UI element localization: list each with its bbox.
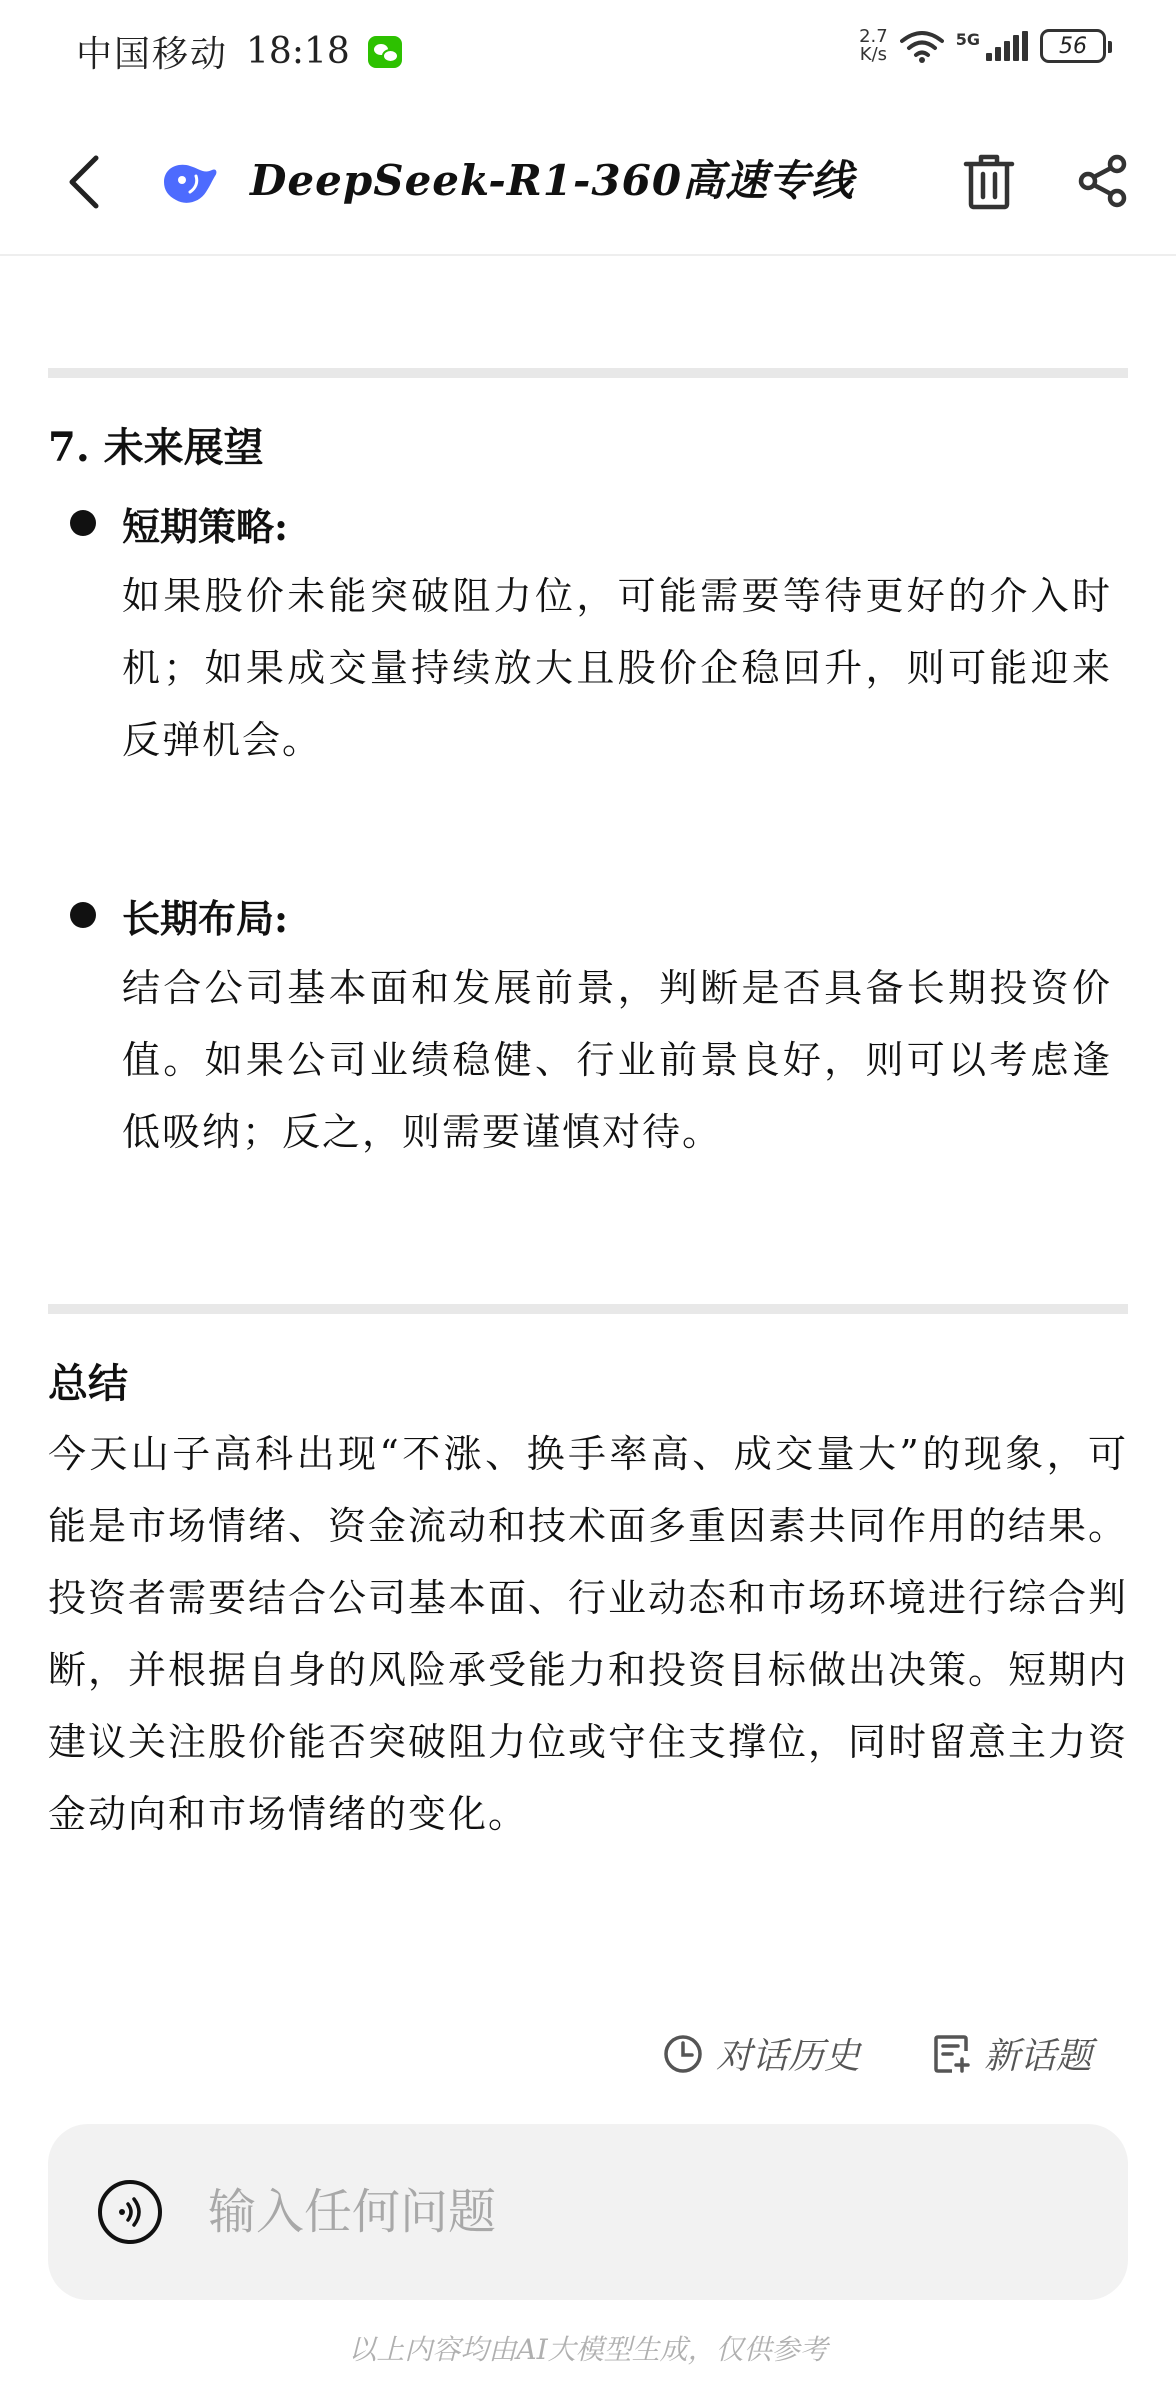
network-speed [859, 28, 888, 64]
section-divider [48, 1304, 1128, 1314]
network-speed-unit: K/s [859, 44, 888, 65]
app-header [0, 110, 1176, 256]
page-title: DeepSeek-R1-360高速专线 [250, 156, 855, 205]
back-button[interactable] [52, 146, 116, 218]
bullet-title-colon: : [274, 896, 289, 941]
delete-button[interactable] [956, 146, 1022, 216]
new-note-icon [932, 2033, 972, 2075]
status-bar [0, 0, 1176, 100]
trash-icon [962, 152, 1016, 210]
network-type: 5G [955, 29, 980, 49]
back-arrow-icon [64, 152, 104, 212]
carrier-name: 中国移动 [76, 34, 229, 75]
bullet-body: 结合公司基本面和发展前景，判断是否具备长期投资价值。如果公司业绩稳健、行业前景良好，则可以考虑逢低吸纳；反之，则需要谨慎对待。 [122, 966, 1112, 1154]
history-label: 对话历史 [716, 2036, 861, 2077]
summary-body: 今天山子高科出现“不涨、换手率高、成交量大”的现象，可能是市场情绪、资金流动和技术面多重因素共同作用的结果。投资者需要结合公司基本面、行业动态和市场环境进行综合判断，并根据自身的风险承受能力和投资目标做出决策。短期内建议关注股价能否突破阻力位或守住支撑位，同时留意主力资金动向和市场情绪的变化。 [48, 1432, 1129, 1836]
chat-input[interactable] [208, 2180, 1088, 2244]
section-divider [48, 368, 1128, 378]
voice-input-button[interactable] [98, 2180, 162, 2244]
bullet-dot [70, 510, 96, 536]
section-heading: 7. 未来展望 [48, 424, 264, 471]
signal-icon [986, 31, 1028, 61]
bullet-title [122, 496, 288, 551]
share-button[interactable] [1070, 146, 1136, 216]
bullet-title-colon: : [274, 504, 289, 549]
bullet-dot [70, 902, 96, 928]
clock: 18:18 [246, 31, 350, 72]
wechat-notification-icon [368, 36, 402, 68]
status-left [76, 26, 402, 77]
bullet-title [122, 888, 288, 943]
wifi-icon [900, 29, 944, 63]
clock-icon [662, 2033, 704, 2075]
battery-level: 56 [1059, 33, 1087, 59]
network-speed-value: 2.7 [859, 26, 888, 47]
bullet-body: 如果股价未能突破阻力位，可能需要等待更好的介入时机；如果成交量持续放大且股价企稳回升，则可能迎来反弹机会。 [122, 574, 1112, 762]
ai-disclaimer: 以上内容均由AI大模型生成，仅供参考 [348, 2333, 828, 2366]
new-topic-button[interactable] [932, 2028, 1092, 2079]
deepseek-whale-logo-icon [160, 152, 220, 212]
bullet-title-text: 长期布局 [122, 896, 275, 941]
battery-icon [1040, 29, 1106, 63]
bullet-title-text: 短期策略 [122, 504, 275, 549]
new-topic-label: 新话题 [984, 2036, 1093, 2077]
summary-heading: 总结 [48, 1360, 128, 1407]
share-icon [1077, 154, 1129, 208]
history-button[interactable] [662, 2028, 860, 2079]
voice-wave-icon [112, 2194, 148, 2230]
status-right [859, 28, 1106, 64]
chat-input-box [48, 2124, 1128, 2300]
